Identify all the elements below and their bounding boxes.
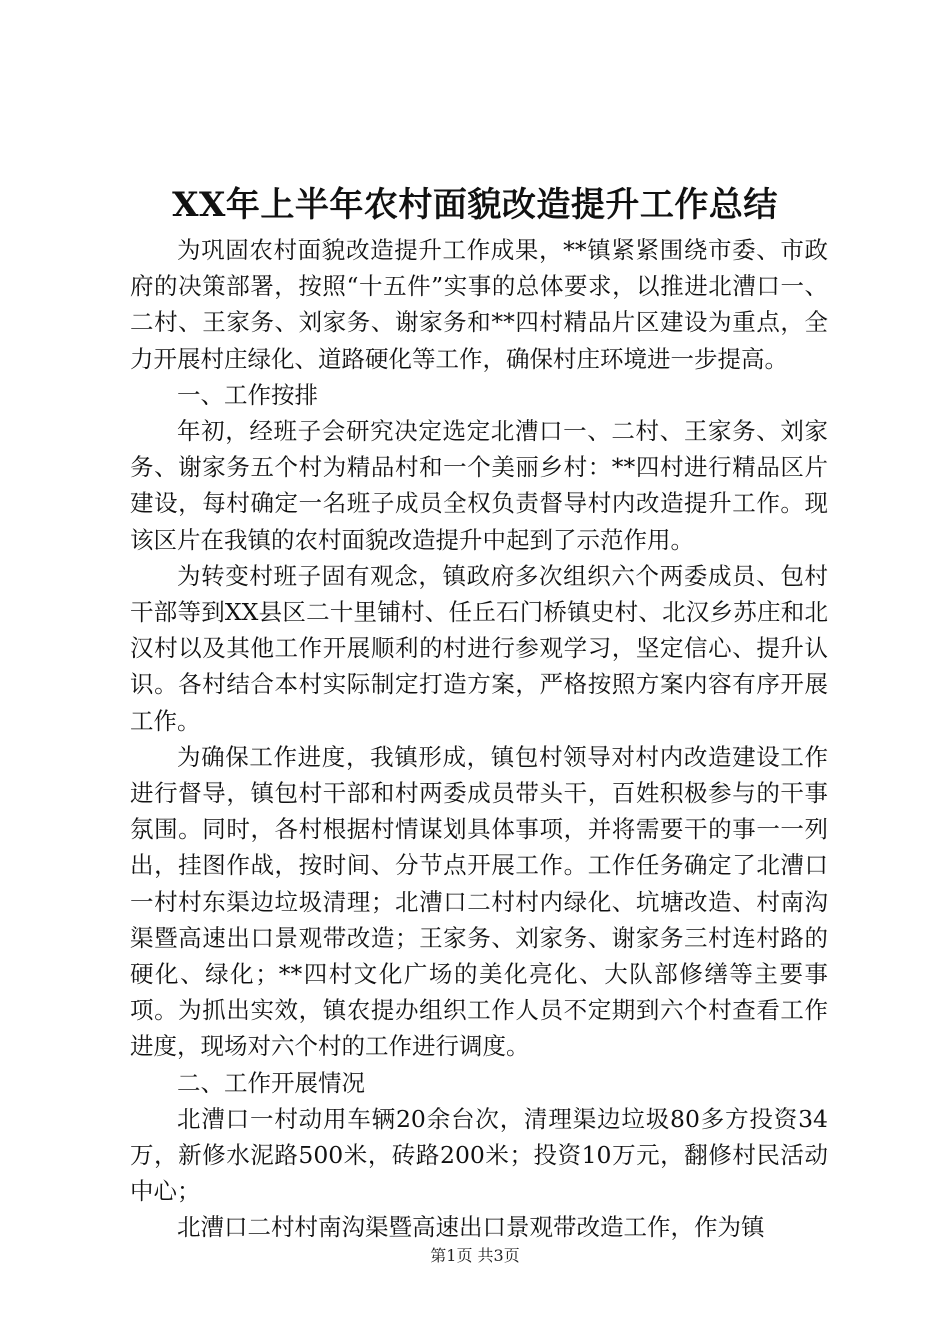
paragraph-village-one: 北漕口一村动用车辆20余台次，清理渠边垃圾80多方投资34万，新修水泥路500米，砖路200米；投资10万元，翻修村民活动中心； [130,1104,828,1206]
paragraph-village-two: 北漕口二村村南沟渠暨高速出口景观带改造工作，作为镇 [177,1213,765,1242]
section-heading-arrangement: 一、工作按排 [177,380,318,409]
document-body [130,232,828,1246]
page-footer: 第1页 共3页 [430,1246,520,1265]
section-heading-progress: 二、工作开展情况 [177,1068,365,1097]
paragraph-selection: 年初，经班子会研究决定选定北漕口一、二村、王家务、刘家务、谢家务五个村为精品村和一个美丽乡村：**四村进行精品区片建设，每村确定一名班子成员全权负责督导村内改造提升工作。现该区片在我镇的农村面貌改造提升中起到了示范作用。 [130,417,828,554]
paragraph-study-visits: 为转变村班子固有观念，镇政府多次组织六个两委成员、包村干部等到XX县区二十里铺村、任丘石门桥镇史村、北汉乡苏庄和北汉村以及其他工作开展顺利的村进行参观学习，坚定信心、提升认识。各村结合本村实际制定打造方案，严格按照方案内容有序开展工作。 [130,561,828,735]
paragraph-intro: 为巩固农村面貌改造提升工作成果，**镇紧紧围绕市委、市政府的决策部署，按照“十五件”实事的总体要求，以推进北漕口一、二村、王家务、刘家务、谢家务和**四村精品片区建设为重点，全力开展村庄绿化、道路硬化等工作，确保村庄环境进一步提高。 [130,236,828,373]
paragraph-progress: 为确保工作进度，我镇形成，镇包村领导对村内改造建设工作进行督导，镇包村干部和村两委成员带头干，百姓积极参与的干事氛围。同时，各村根据村情谋划具体事项，并将需要干的事一一列出，挂图作战，按时间、分节点开展工作。工作任务确定了北漕口一村村东渠边垃圾清理；北漕口二村村内绿化、坑塘改造、村南沟渠暨高速出口景观带改造；王家务、刘家务、谢家务三村连村路的硬化、绿化；**四村文化广场的美化亮化、大队部修缮等主要事项。为抓出实效，镇农提办组织工作人员不定期到六个村查看工作进度，现场对六个村的工作进行调度。 [130,742,828,1061]
document-title: XX年上半年农村面貌改造提升工作总结 [172,185,778,225]
